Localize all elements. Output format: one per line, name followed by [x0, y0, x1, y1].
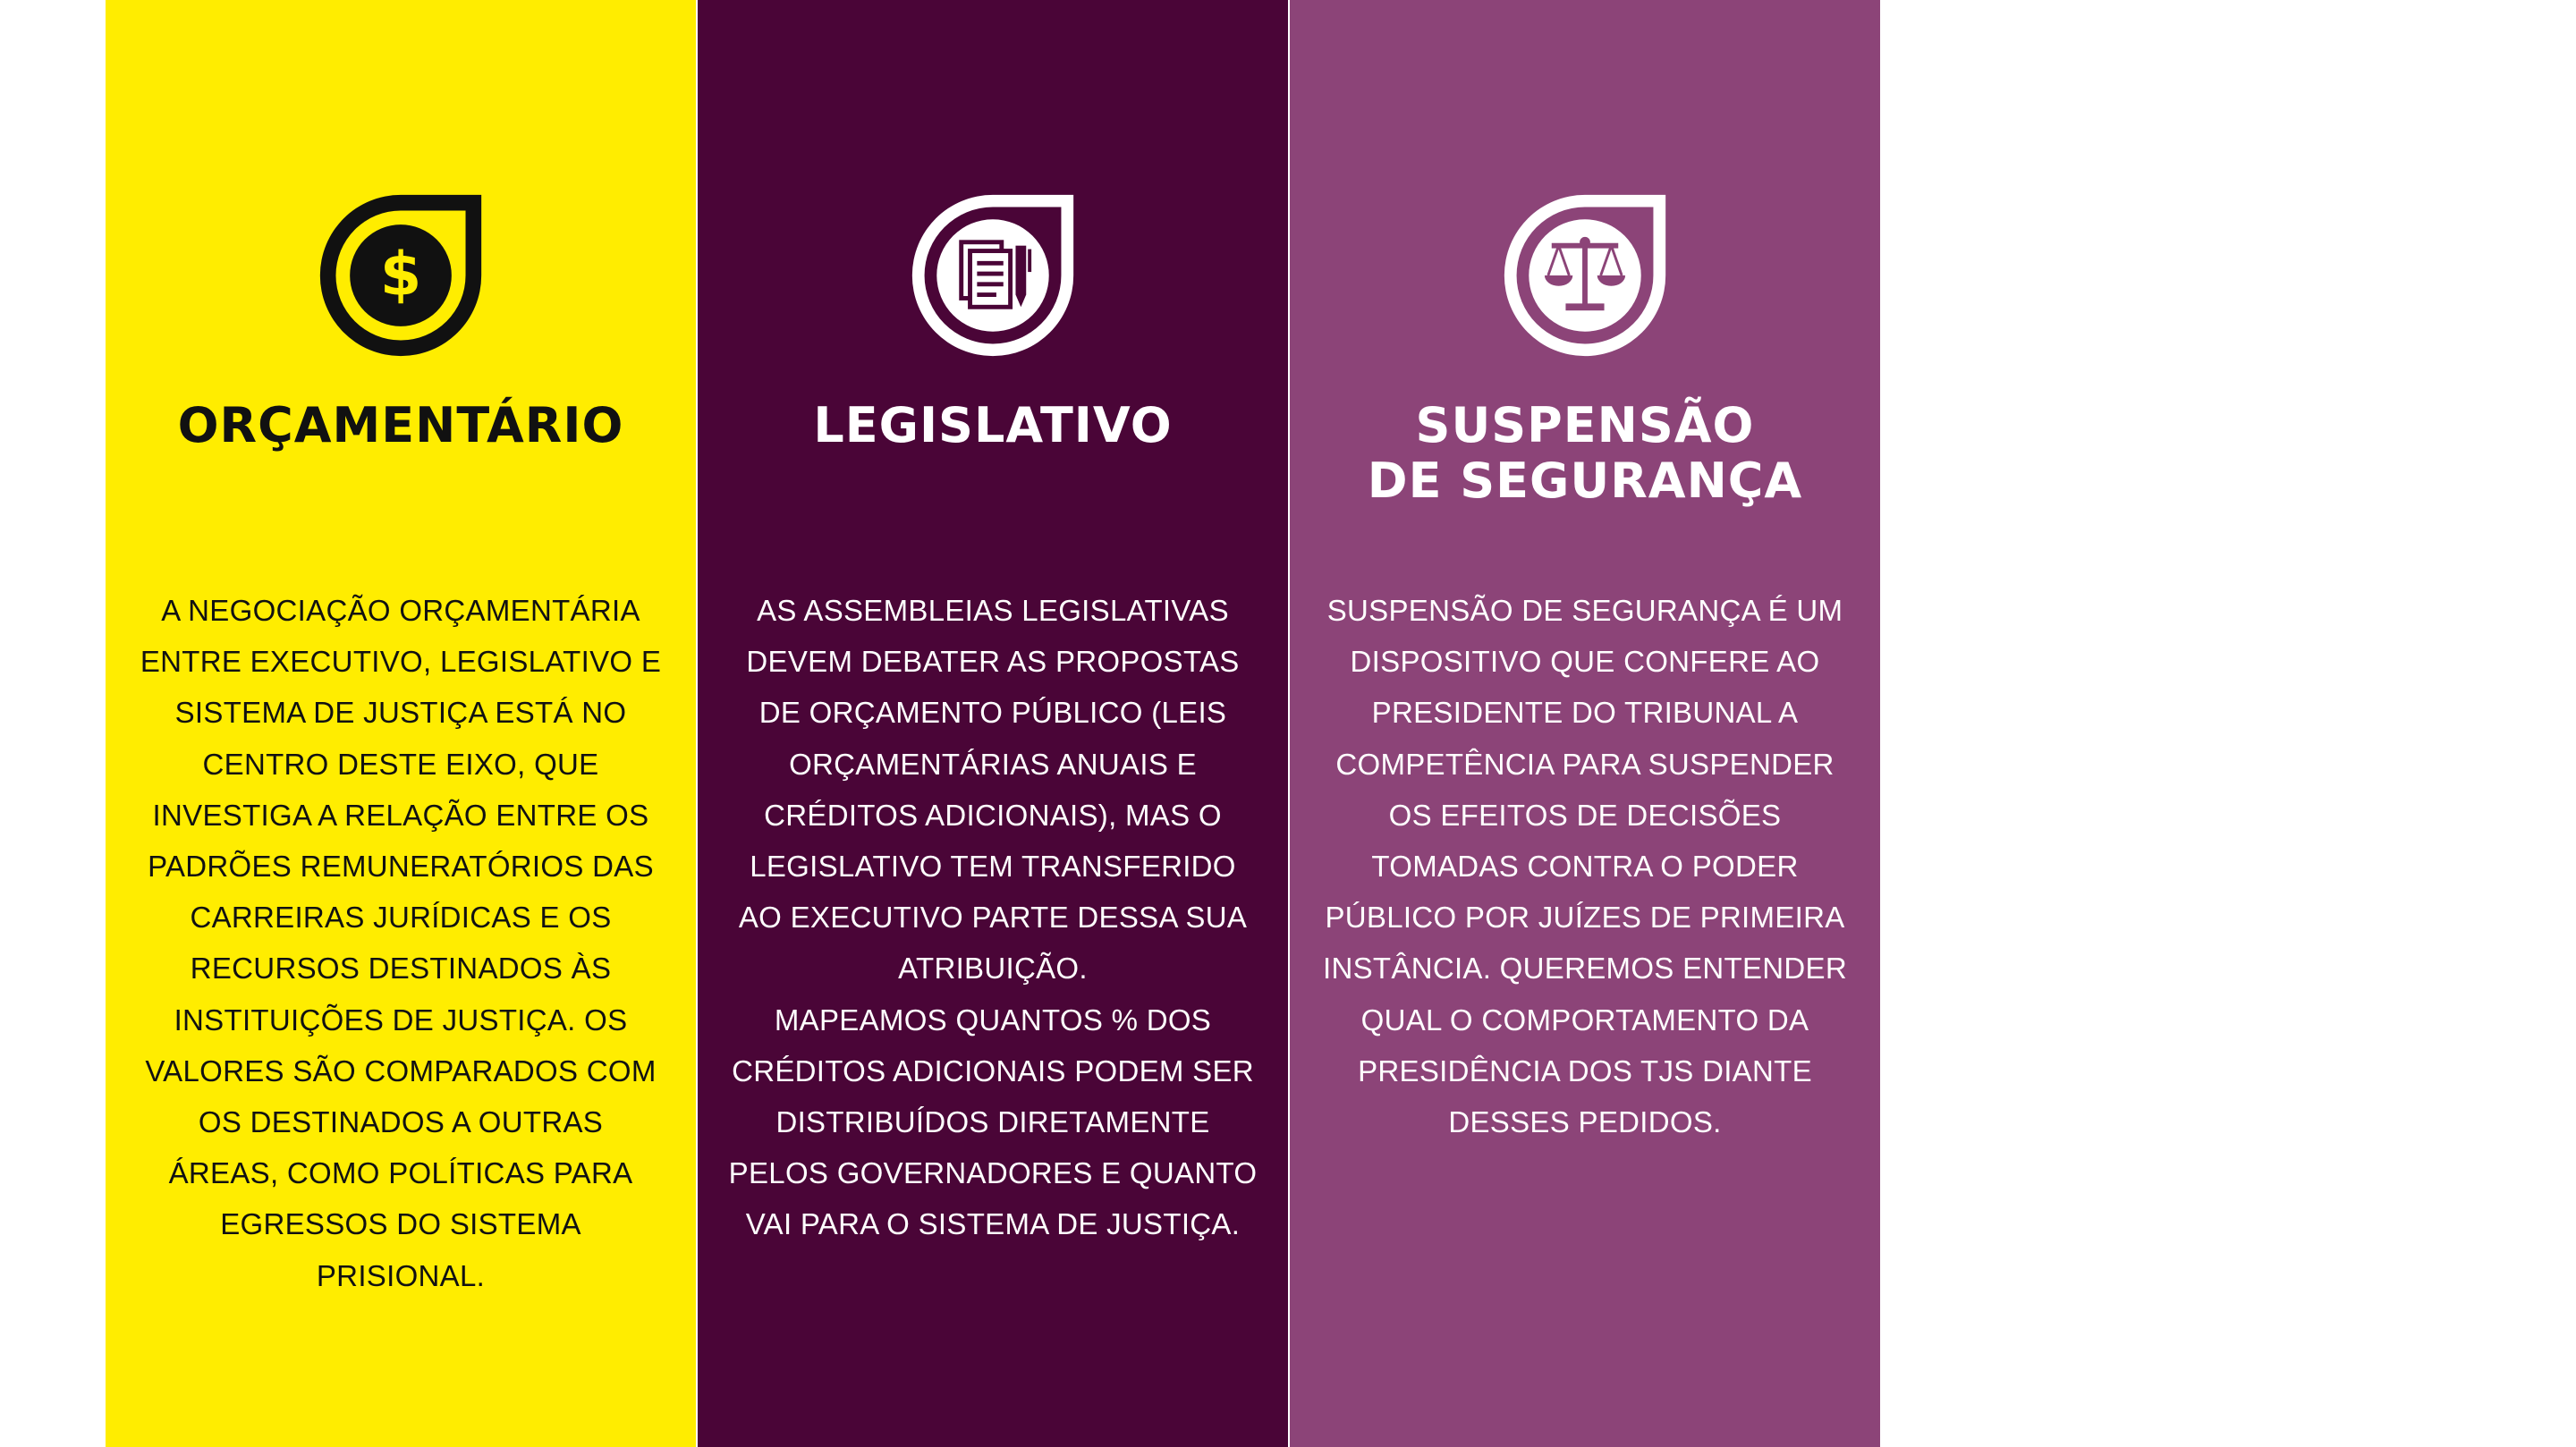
body-line: SISTEMA DE JUSTIÇA ESTÁ NO: [174, 696, 627, 730]
body-line: PRESIDÊNCIA DOS TJS DIANTE: [1358, 1054, 1812, 1087]
body-line: INVESTIGA A RELAÇÃO ENTRE OS: [152, 798, 649, 832]
column-orcamentario: [106, 0, 696, 1447]
body-line: PÚBLICO POR JUÍZES DE PRIMEIRA: [1325, 901, 1845, 935]
body-line: ATRIBUIÇÃO.: [898, 952, 1088, 986]
body-line: CARREIRAS JURÍDICAS E OS: [190, 901, 612, 935]
column-title: [698, 398, 1288, 453]
body-line: MAPEAMOS QUANTOS % DOS: [774, 1003, 1212, 1037]
column-title: [106, 398, 696, 453]
body-line: EGRESSOS DO SISTEMA: [220, 1207, 581, 1241]
body-line: CRÉDITOS ADICIONAIS PODEM SER: [732, 1054, 1254, 1087]
dollar-badge-icon: [106, 188, 696, 363]
column-suspensao-de-seguranca: [1290, 0, 1880, 1447]
body-line: RECURSOS DESTINADOS ÀS: [190, 952, 612, 986]
column-description: [724, 585, 1261, 1250]
body-line: AO EXECUTIVO PARTE DESSA SUA: [738, 901, 1248, 935]
body-line: DESSES PEDIDOS.: [1448, 1105, 1722, 1139]
title-line: ORÇAMENTÁRIO: [177, 397, 624, 453]
body-line: INSTÂNCIA. QUEREMOS ENTENDER: [1323, 952, 1847, 986]
body-line: PELOS GOVERNADORES E QUANTO: [728, 1156, 1258, 1190]
body-line: OS EFEITOS DE DECISÕES: [1388, 798, 1782, 832]
body-line: A NEGOCIAÇÃO ORÇAMENTÁRIA: [161, 594, 640, 627]
body-line: ENTRE EXECUTIVO, LEGISLATIVO E: [140, 645, 662, 679]
column-title: [1290, 398, 1880, 509]
body-line: SUSPENSÃO DE SEGURANÇA É UM: [1326, 594, 1843, 627]
body-line: PRISIONAL.: [316, 1258, 486, 1292]
title-line: SUSPENSÃO: [1415, 397, 1755, 453]
title-line: DE SEGURANÇA: [1367, 453, 1803, 509]
column-description: [1317, 585, 1853, 1147]
body-line: VALORES SÃO COMPARADOS COM: [145, 1054, 657, 1087]
body-line: DEVEM DEBATER AS PROPOSTAS: [746, 645, 1240, 679]
column-legislativo: [698, 0, 1288, 1447]
body-line: INSTITUIÇÕES DE JUSTIÇA. OS: [174, 1003, 628, 1037]
column-description: [132, 585, 669, 1301]
title-line: LEGISLATIVO: [813, 397, 1173, 453]
scales-badge-icon: [1290, 188, 1880, 363]
body-line: COMPETÊNCIA PARA SUSPENDER: [1335, 747, 1835, 781]
body-line: DE ORÇAMENTO PÚBLICO (LEIS: [758, 696, 1227, 730]
body-line: LEGISLATIVO TEM TRANSFERIDO: [750, 850, 1236, 884]
body-line: TOMADAS CONTRA O PODER: [1371, 850, 1799, 884]
document-pen-badge-icon: [698, 188, 1288, 363]
svg-text:$: $: [379, 239, 422, 309]
body-line: QUAL O COMPORTAMENTO DA: [1360, 1003, 1809, 1037]
body-line: ORÇAMENTÁRIAS ANUAIS E: [789, 747, 1197, 781]
body-line: OS DESTINADOS A OUTRAS: [198, 1105, 604, 1139]
body-line: ÁREAS, COMO POLÍTICAS PARA: [168, 1156, 633, 1190]
body-line: AS ASSEMBLEIAS LEGISLATIVAS: [757, 594, 1229, 627]
body-line: PRESIDENTE DO TRIBUNAL A: [1371, 696, 1799, 730]
body-line: CRÉDITOS ADICIONAIS), MAS O: [764, 798, 1222, 832]
body-line: DISTRIBUÍDOS DIRETAMENTE: [775, 1105, 1210, 1139]
body-line: VAI PARA O SISTEMA DE JUSTIÇA.: [745, 1207, 1241, 1241]
body-line: PADRÕES REMUNERATÓRIOS DAS: [148, 850, 654, 884]
body-line: DISPOSITIVO QUE CONFERE AO: [1350, 645, 1820, 679]
body-line: CENTRO DESTE EIXO, QUE: [202, 747, 599, 781]
